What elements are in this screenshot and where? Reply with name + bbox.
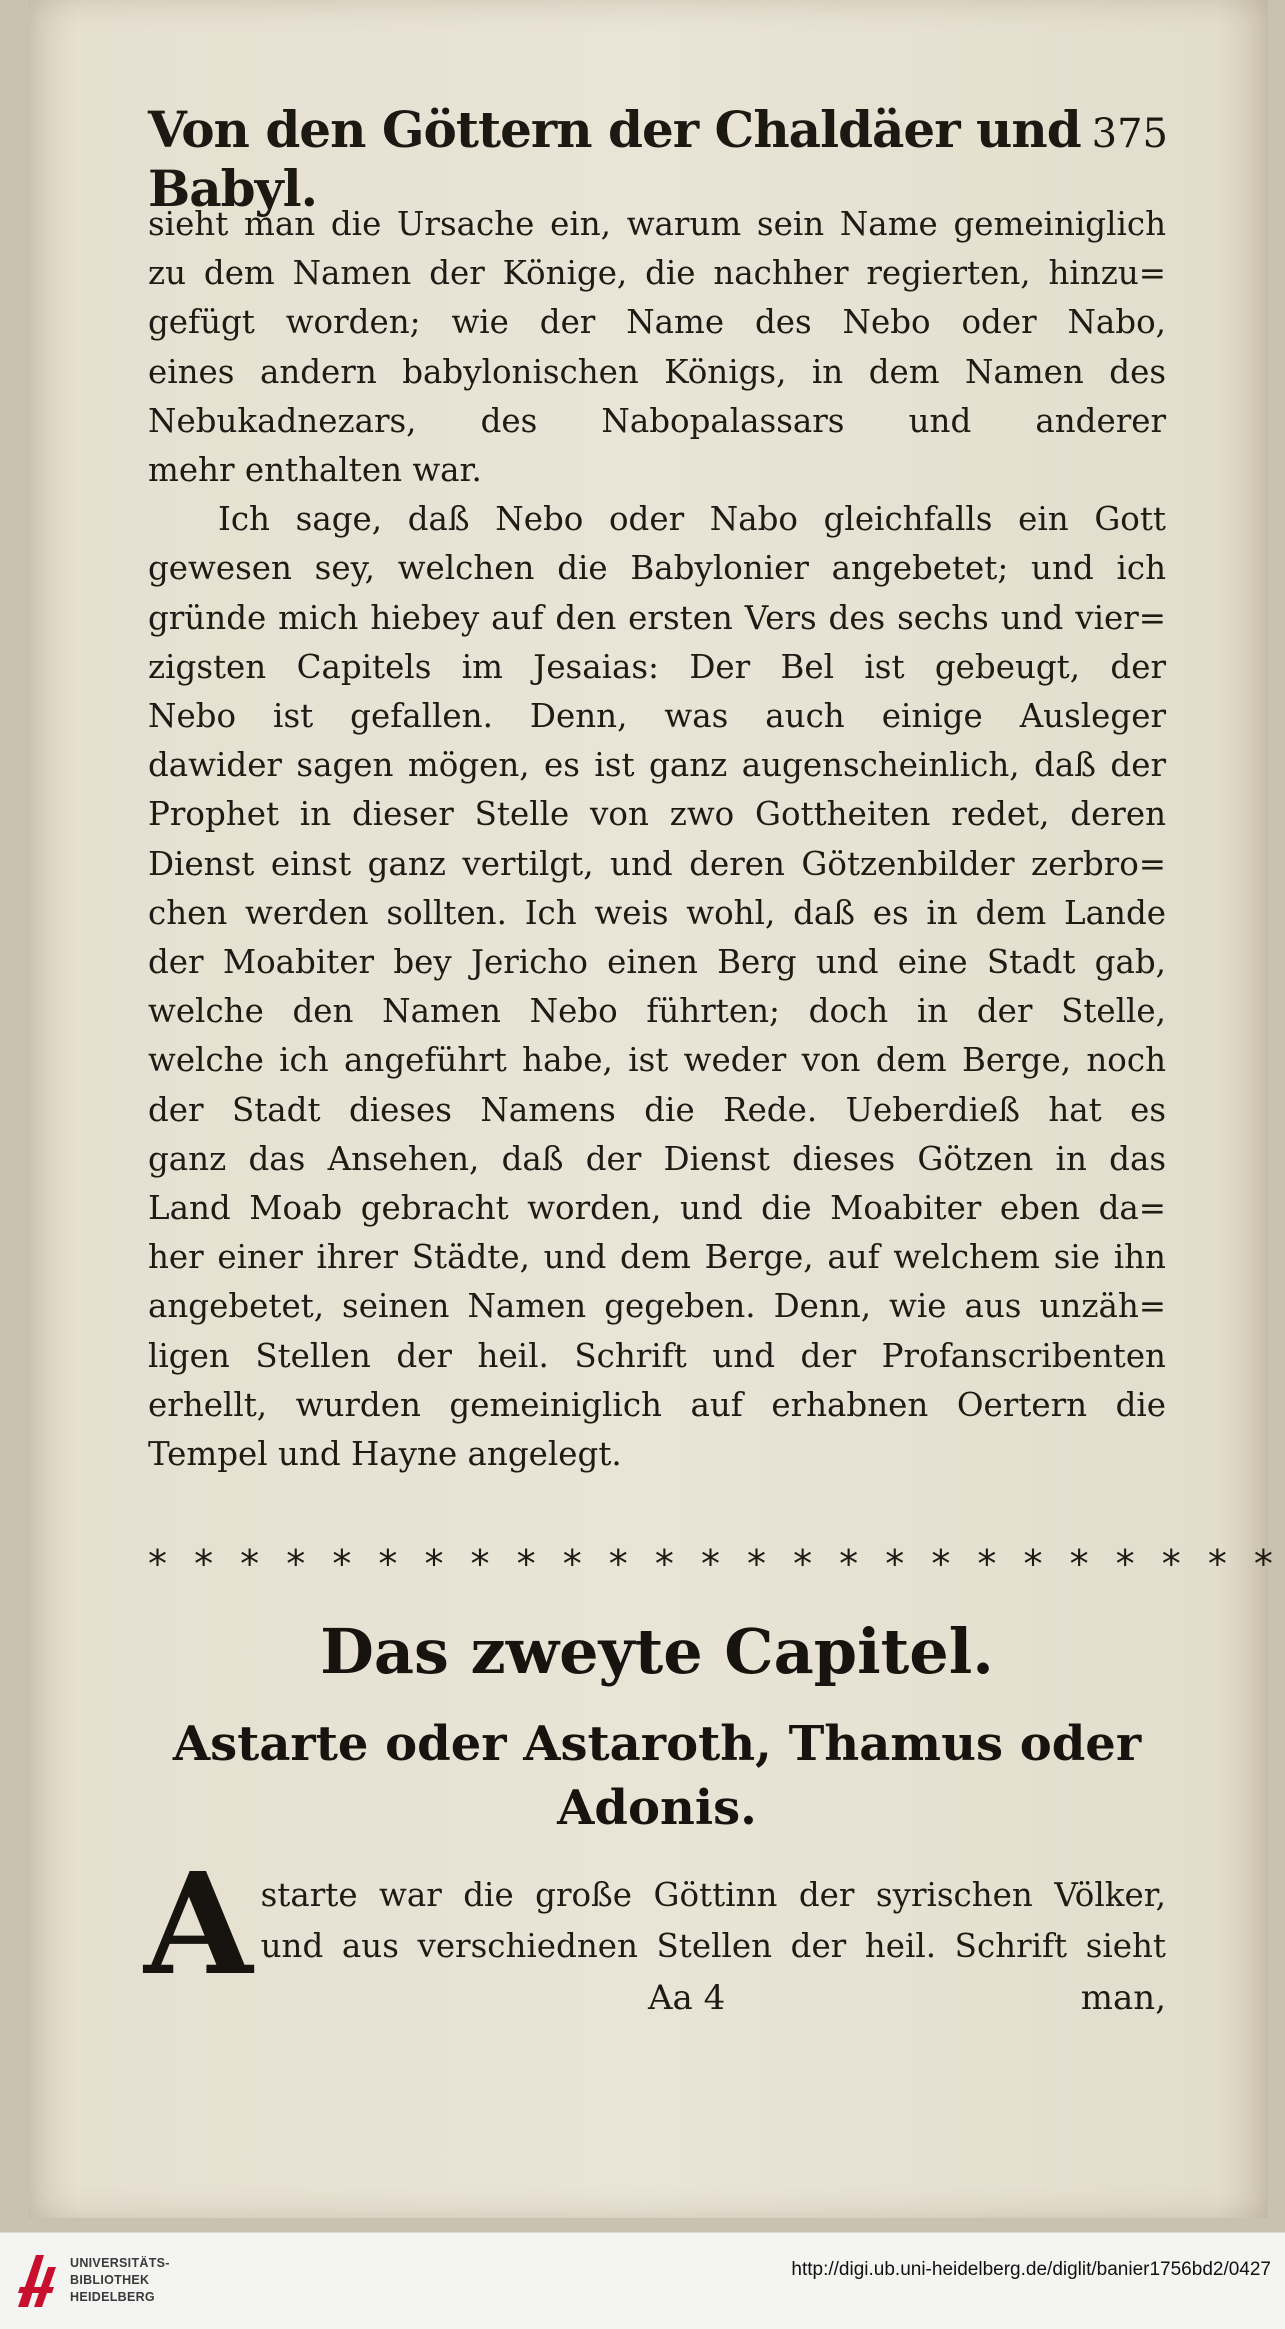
text-line: Nebo ist gefallen. Denn, was auch einige Ausleger [148, 697, 1166, 736]
body-text [148, 200, 1166, 1479]
book-page [28, 0, 1281, 2218]
chapter-subtitle [148, 1712, 1166, 1840]
text-line: welche den Namen Nebo führten; doch in der Stelle, [148, 992, 1166, 1031]
text-line: starte war die große Göttinn der syrischen Völker, [260, 1876, 1166, 1914]
library-logo-icon [14, 2247, 60, 2315]
text-line: chen werden sollten. Ich weis wohl, daß es in dem Lande [148, 893, 1166, 932]
text-line: gefügt worden; wie der Name des Nebo oder Nabo, [148, 303, 1166, 342]
text-line: eines andern babylonischen Königs, in dem Namen des [148, 352, 1166, 391]
text-line: ganz das Ansehen, daß der Dienst dieses Götzen in das [148, 1139, 1166, 1178]
text-line: welche ich angeführt habe, ist weder von dem Berge, noch [148, 1041, 1166, 1080]
signature-mark: Aa 4 [648, 1978, 726, 2018]
text-line: zigsten Capitels im Jesaias: Der Bel ist gebeugt, der [148, 647, 1166, 686]
text-line: her einer ihrer Städte, und dem Berge, auf welchem sie ihn [148, 1238, 1166, 1277]
catchword: man, [1080, 1978, 1166, 2018]
chapter-subtitle-line: Astarte oder Astaroth, Thamus oder [172, 1716, 1142, 1772]
text-line: dawider sagen mögen, es ist ganz augenscheinlich, daß der [148, 746, 1166, 785]
text-line: Ich sage, daß Nebo oder Nabo gleichfalls ein Gott [218, 500, 1166, 539]
chapter-title: Das zweyte Capitel. [320, 1615, 994, 1688]
text-line: Tempel und Hayne angelegt. [148, 1435, 622, 1474]
text-line: der Moabiter bey Jericho einen Berg und eine Stadt gab, [148, 943, 1166, 982]
text-line: und aus verschiednen Stellen der heil. Schrift sieht [260, 1927, 1166, 1965]
library-name-line: BIBLIOTHEK [70, 2273, 150, 2287]
text-line: mehr enthalten war. [148, 451, 482, 490]
running-head: Von den Göttern der Chaldäer und Babyl. [148, 100, 1081, 218]
library-name [70, 2255, 170, 2306]
text-line: der Stadt dieses Namens die Rede. Ueberdieß hat es [148, 1090, 1166, 1129]
text-line: Land Moab gebracht worden, und die Moabiter eben da= [148, 1189, 1166, 1228]
page-footer-row [148, 1978, 1166, 2028]
text-line: sieht man die Ursache ein, warum sein Name gemeiniglich [148, 205, 1166, 243]
permalink-url[interactable]: http://digi.ub.uni-heidelberg.de/diglit/banier1756bd2/0427 [791, 2259, 1271, 2280]
text-line: gründe mich hiebey auf den ersten Vers des sechs und vier= [148, 598, 1166, 637]
text-line: Nebukadnezars, des Nabopalassars und anderer [148, 401, 1166, 440]
chapter-subtitle-line: Adonis. [557, 1780, 757, 1836]
library-name-line: UNIVERSITÄTS- [70, 2256, 170, 2270]
text-line: gewesen sey, welchen die Babylonier angebetet; und ich [148, 549, 1166, 588]
text-line: Prophet in dieser Stelle von zwo Gottheiten redet, deren [148, 795, 1166, 834]
text-line: Dienst einst ganz vertilgt, und deren Götzenbilder zerbro= [148, 844, 1166, 883]
viewer-footer [0, 2232, 1285, 2329]
section-separator: * * * * * * * * * * * * * * * * * * * * * * * * * [148, 1542, 1281, 1586]
library-name-line: HEIDELBERG [70, 2290, 155, 2304]
text-line: erhellt, wurden gemeiniglich auf erhabnen Oertern die [148, 1385, 1166, 1424]
drop-cap: A [144, 1843, 253, 2007]
page-number: 375 [1091, 111, 1168, 157]
text-line: ligen Stellen der heil. Schrift und der Profanscribenten [148, 1336, 1166, 1375]
text-line: angebetet, seinen Namen gegeben. Denn, wie aus unzäh= [148, 1287, 1166, 1326]
chapter-opening-lines [254, 1870, 1166, 1972]
text-line: zu dem Namen der Könige, die nachher regierten, hinzu= [148, 254, 1166, 293]
